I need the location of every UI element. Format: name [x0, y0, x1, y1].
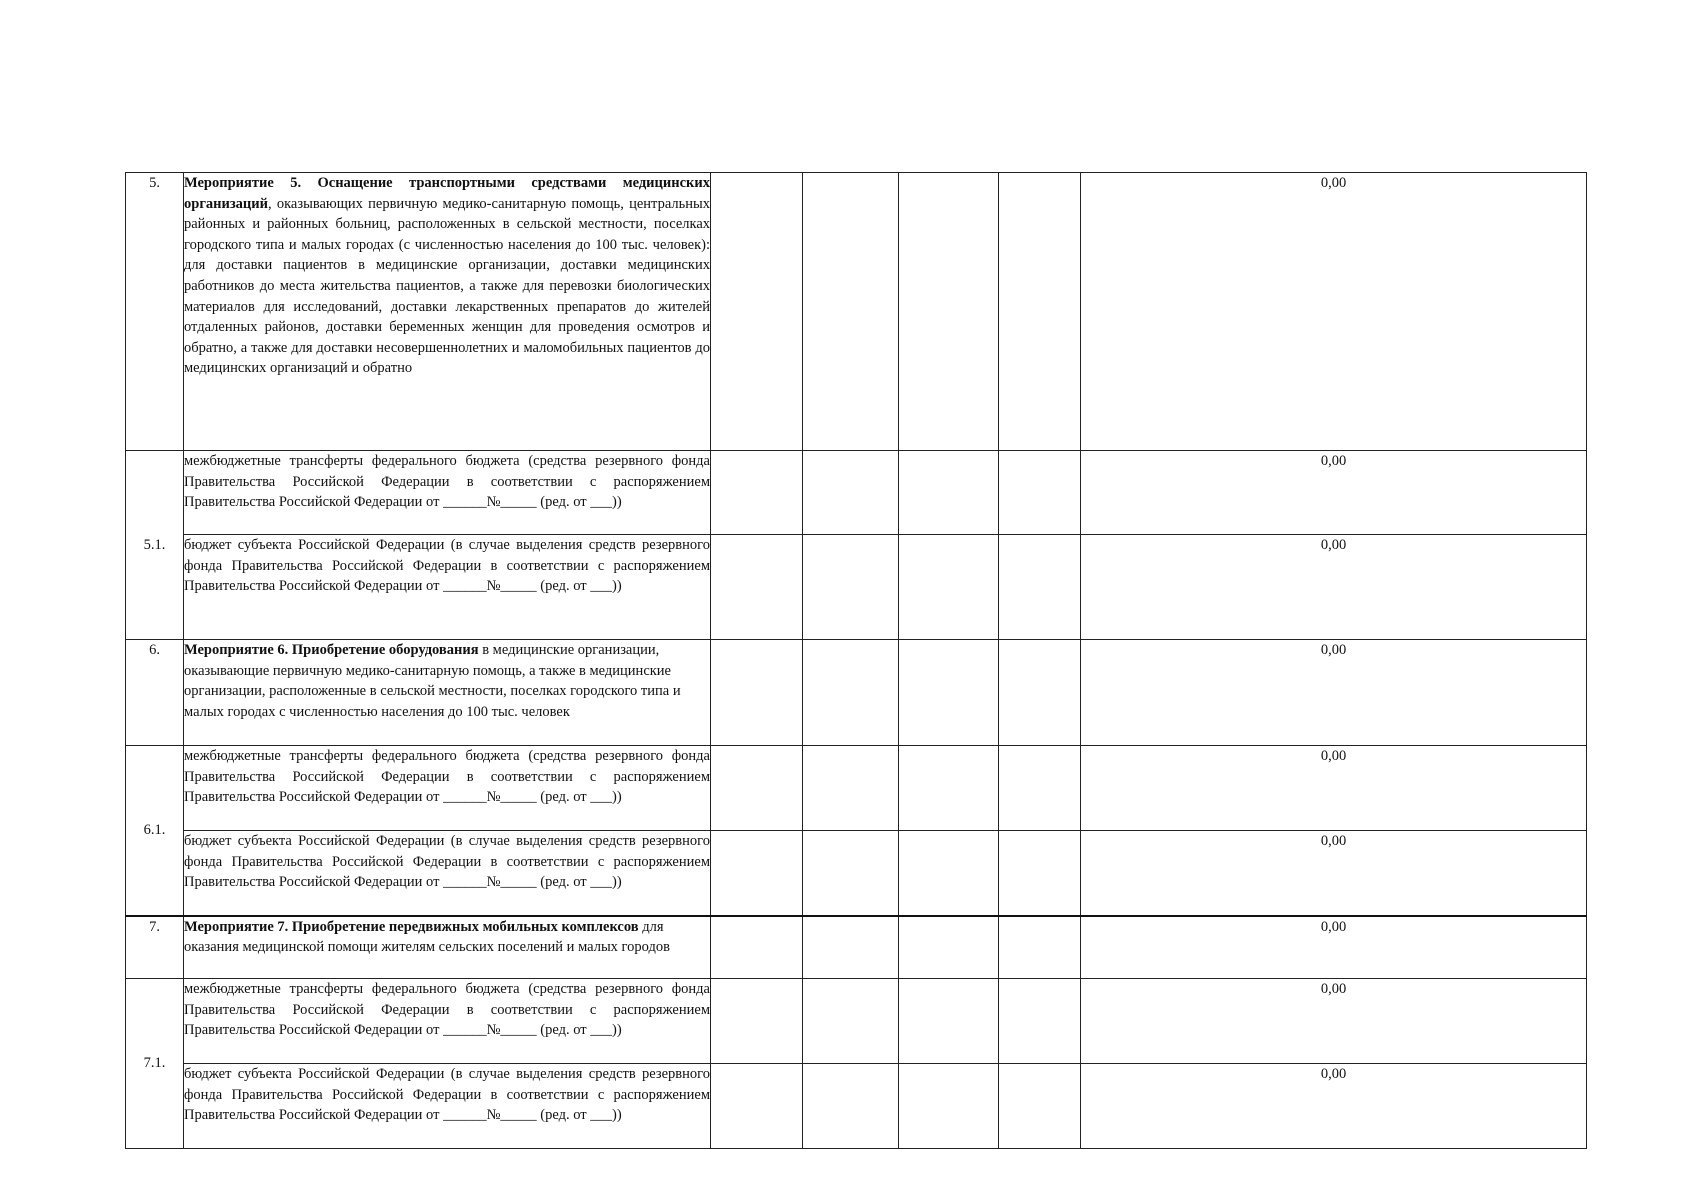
funding-source-regional: бюджет субъекта Российской Федерации (в случае выделения средств резервного фонда Правительства Российской Федерации в соответствии с распоряжением Правительства Российской Федерации от ______№_____ (ред. от ___)): [184, 535, 711, 640]
empty-cell: [999, 640, 1081, 746]
empty-cell: [803, 451, 899, 535]
activity-details: для оказания медицинской помощи жителям сельских поселений и малых городов: [184, 918, 670, 956]
amount-cell: 0,00: [1081, 831, 1587, 916]
row-number: 6.: [126, 640, 184, 746]
amount-cell: 0,00: [1081, 916, 1587, 979]
row-number: 7.1.: [126, 979, 184, 1149]
table-row-activity-7: [126, 916, 1587, 979]
funding-source-regional: бюджет субъекта Российской Федерации (в случае выделения средств резервного фонда Правительства Российской Федерации в соответствии с распоряжением Правительства Российской Федерации от ______№_____ (ред. от ___)): [184, 1064, 711, 1149]
row-number: 5.1.: [126, 451, 184, 640]
amount-cell: 0,00: [1081, 451, 1587, 535]
funding-source-federal: межбюджетные трансферты федерального бюджета (средства резервного фонда Правительства Российской Федерации в соответствии с распоряжением Правительства Российской Федерации от ______№_____ (ред. от ___)): [184, 746, 711, 831]
empty-cell: [999, 831, 1081, 916]
funding-source-federal: межбюджетные трансферты федерального бюджета (средства резервного фонда Правительства Российской Федерации в соответствии с распоряжением Правительства Российской Федерации от ______№_____ (ред. от ___)): [184, 979, 711, 1064]
table-row-activity-6: [126, 640, 1587, 746]
amount-cell: 0,00: [1081, 173, 1587, 451]
empty-cell: [711, 831, 803, 916]
empty-cell: [999, 1064, 1081, 1149]
empty-cell: [899, 173, 999, 451]
empty-cell: [711, 535, 803, 640]
empty-cell: [803, 1064, 899, 1149]
budget-table-page: [125, 172, 1586, 1149]
empty-cell: [711, 916, 803, 979]
empty-cell: [803, 535, 899, 640]
empty-cell: [803, 640, 899, 746]
empty-cell: [803, 979, 899, 1064]
row-number: 6.1.: [126, 746, 184, 916]
table-row-funding-7-1-regional: [126, 1064, 1587, 1149]
table-row-funding-5-1-federal: [126, 451, 1587, 535]
activity-title: Мероприятие 6. Приобретение оборудования: [184, 642, 479, 658]
empty-cell: [899, 746, 999, 831]
table-row-activity-5: [126, 173, 1587, 451]
empty-cell: [803, 746, 899, 831]
table-row-funding-5-1-regional: [126, 535, 1587, 640]
amount-cell: 0,00: [1081, 535, 1587, 640]
empty-cell: [899, 640, 999, 746]
empty-cell: [999, 535, 1081, 640]
row-number: 5.: [126, 173, 184, 451]
empty-cell: [711, 746, 803, 831]
empty-cell: [899, 1064, 999, 1149]
activity-title: Мероприятие 7. Приобретение передвижных мобильных комплексов: [184, 918, 639, 935]
row-number: 7.: [126, 916, 184, 979]
empty-cell: [803, 916, 899, 979]
empty-cell: [899, 979, 999, 1064]
empty-cell: [803, 831, 899, 916]
amount-cell: 0,00: [1081, 746, 1587, 831]
funding-source-regional: бюджет субъекта Российской Федерации (в случае выделения средств резервного фонда Правительства Российской Федерации в соответствии с распоряжением Правительства Российской Федерации от ______№_____ (ред. от ___)): [184, 831, 711, 916]
activity-details: , оказывающих первичную медико-санитарную помощь, центральных районных и районных больниц, расположенных в сельской местности, поселках городского типа и малых городах (с численностью населения до 100 тыс. человек): для доставки пациентов в медицинские организации, доставки медицинских работников до места жительства пациентов, а также для перевозки биологических материалов для исследований, доставки лекарственных препаратов до жителей отдаленных районов, доставки беременных женщин для проведения осмотров и обратно, а также для доставки несовершеннолетних и маломобильных пациентов до медицинских организаций и обратно: [184, 195, 710, 377]
empty-cell: [711, 979, 803, 1064]
funding-source-federal: межбюджетные трансферты федерального бюджета (средства резервного фонда Правительства Российской Федерации в соответствии с распоряжением Правительства Российской Федерации от ______№_____ (ред. от ___)): [184, 451, 711, 535]
empty-cell: [999, 746, 1081, 831]
amount-cell: 0,00: [1081, 1064, 1587, 1149]
table-row-funding-6-1-regional: [126, 831, 1587, 916]
empty-cell: [899, 451, 999, 535]
empty-cell: [899, 916, 999, 979]
activities-table: [125, 172, 1587, 1149]
amount-cell: 0,00: [1081, 640, 1587, 746]
table-row-funding-6-1-federal: [126, 746, 1587, 831]
empty-cell: [803, 173, 899, 451]
empty-cell: [999, 916, 1081, 979]
activity-description: [184, 640, 711, 746]
empty-cell: [999, 979, 1081, 1064]
empty-cell: [999, 173, 1081, 451]
table-row-funding-7-1-federal: [126, 979, 1587, 1064]
empty-cell: [899, 535, 999, 640]
activity-title: Мероприятие 5. Оснащение транспортными средствами медицинских организаций: [184, 175, 710, 212]
empty-cell: [899, 831, 999, 916]
empty-cell: [711, 1064, 803, 1149]
activity-description: [184, 173, 711, 451]
amount-cell: 0,00: [1081, 979, 1587, 1064]
empty-cell: [999, 451, 1081, 535]
activity-details: в медицинские организации, оказывающие первичную медико-санитарную помощь, а также в медицинские организации, расположенные в сельской местности, поселках городского типа и малых городах с численностью населения до 100 тыс. человек: [184, 642, 681, 720]
empty-cell: [711, 640, 803, 746]
empty-cell: [711, 173, 803, 451]
empty-cell: [711, 451, 803, 535]
activity-description: [184, 916, 711, 979]
